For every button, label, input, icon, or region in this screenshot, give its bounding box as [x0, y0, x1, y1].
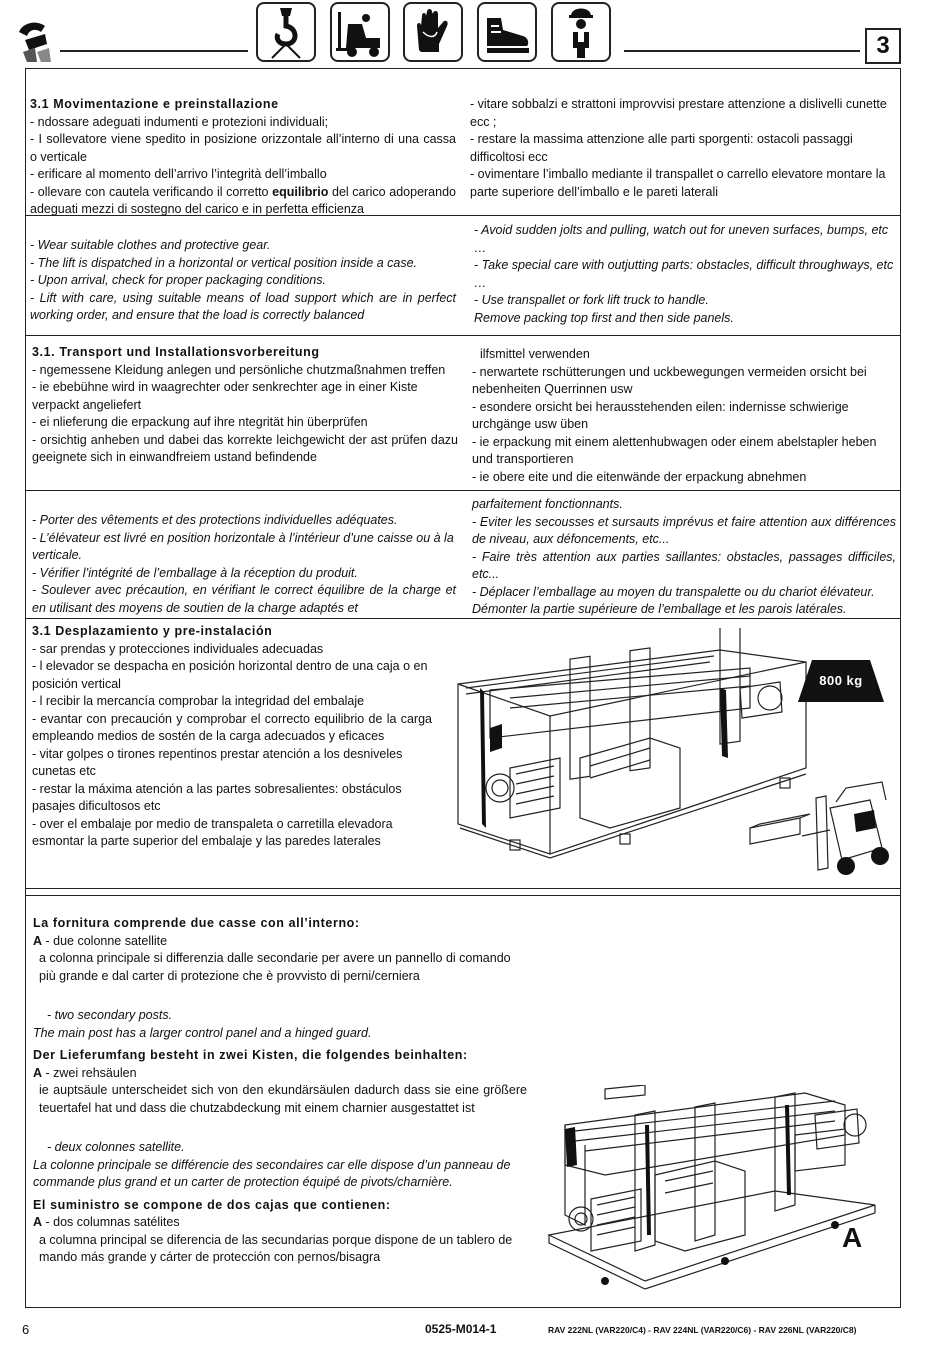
spacer [33, 985, 527, 1007]
divider [25, 895, 901, 896]
section-fr-left [32, 512, 456, 617]
section-en-right [474, 222, 898, 327]
supply-fr-text: La colonne principale se différencie des secondaires car elle dispose d’un panneau de commande plus grand et un carter de protection équipé de pivots/charnière. [33, 1157, 511, 1189]
text-line: - orsichtig anheben und dabei das korrekte leichgewicht der ast prüfen dazu geeignete sich in einwandfreiem ustand befindende [32, 432, 458, 464]
text-line: - l elevador se despacha en posición horizontal dentro de una caja o en posición vertical [32, 659, 428, 691]
section-es-left [32, 623, 432, 851]
text-line: - nerwartete rschütterungen und uckbewegungen vermeiden orsicht bei nebenheiten Querrinnen usw [472, 364, 867, 396]
text-line: - ie erpackung mit einem alettenhubwagen oder einem abelstapler heben und transportieren [472, 434, 877, 466]
section-title: 3.1 Movimentazione e preinstallazione [30, 97, 279, 111]
document-code: 0525-M014-1 [425, 1322, 497, 1336]
text-line: - erificare al momento dell’arrivo l’integrità dell’imballo [30, 167, 327, 181]
text-line: - Soulever avec précaution, en vérifiant le correct équilibre de la charge et en utilisant des moyens de soutien de la charge adaptés et [32, 583, 456, 615]
supply-en-a: - two secondary posts. [47, 1008, 173, 1022]
divider [25, 490, 901, 491]
text-line: - Faire très attention aux parties saillantes: obstacles, passages difficiles, etc... [472, 549, 896, 581]
supply-de-a: A - zwei rehsäulen [33, 1065, 137, 1080]
text-line: - ie ebebühne wird in waagrechter oder senkrechter age in einer Kiste verpackt angeliefert [32, 380, 418, 412]
chapter-badge: 3 [865, 28, 901, 64]
text-line: - esondere orsicht bei herausstehenden eilen: indernisse schwierige urchgänge usw üben [472, 399, 849, 431]
text-line: - ngemessene Kleidung anlegen und persönliche chutzmaßnahmen treffen [32, 362, 446, 377]
text-line: - Avoid sudden jolts and pulling, watch out for uneven surfaces, bumps, etc … [474, 223, 889, 255]
text-line: - sar prendas y protecciones individuales adecuadas [32, 641, 324, 656]
text-line: - vitar golpes o tirones repentinos prestar atención a los desniveles cunetas etc [32, 746, 403, 778]
section-title: 3.1 Desplazamiento y pre-instalación [32, 624, 273, 638]
supply-it-title: La fornitura comprende due casse con all’interno: [33, 916, 360, 930]
forklift-icon [330, 2, 390, 62]
safety-shoe-icon [477, 2, 537, 62]
text-line: - ie obere eite und die eitenwände der erpackung abnehmen [472, 469, 807, 484]
open-crate-illustration [545, 1085, 895, 1295]
text-line: - vitare sobbalzi e strattoni improvvisi prestare attenzione a dislivelli cunette ecc ; [470, 97, 887, 129]
text-line: - Upon arrival, check for proper packaging conditions. [30, 273, 326, 287]
spacer [33, 1117, 527, 1139]
section-de-right [472, 346, 900, 486]
section-de-left [32, 344, 458, 467]
weight-badge [798, 660, 884, 702]
text-line: - evantar con precaución y comprobar el correcto equilibrio de la carga empleando medios de sostén de la carga adecuados y eficaces [32, 711, 432, 743]
section-it-left [30, 96, 456, 219]
text-line: - Déplacer l’emballage au moyen du transpalette ou du chariot élévateur. [472, 584, 875, 599]
crane-hook-icon [256, 2, 316, 62]
text-line: - Eviter les secousses et sursauts imprévus et faire attention aux différences de niveau, aux défoncements, etc... [472, 514, 896, 546]
text-line: - over el embalaje por medio de transpaleta o carretilla elevadora esmontar la parte superior del embalaje y las paredes laterales [32, 816, 393, 848]
text-line: - ollevare con cautela verificando il corretto equilibrio del carico adoperando adeguati mezzi di sostegno del carico e in perfetta efficienza [30, 184, 456, 216]
text-line: - Wear suitable clothes and protective gear. [30, 238, 271, 252]
supply-it-a: A - due colonne satellite [33, 933, 168, 948]
text-line: - L’élévateur est livré en position horizontale à l’intérieur d’une caisse ou à la verticale. [32, 530, 454, 562]
text-line: Remove packing top first and then side panels. [474, 310, 734, 325]
text-line: - ovimentare l’imballo mediante il transpallet o carrello elevatore montare la parte superiore dell’imballo e le pareti laterali [470, 167, 886, 199]
model-list: RAV 222NL (VAR220/C4) - RAV 224NL (VAR220/C6) - RAV 226NL (VAR220/C8) [548, 1325, 857, 1335]
text-line: - I sollevatore viene spedito in posizione orizzontale all’interno di una cassa o verticale [30, 132, 456, 164]
text-line: - restare la massima attenzione alle parti sporgenti: ostacoli passaggi difficoltosi ecc [470, 132, 853, 164]
worker-helmet-icon [551, 2, 611, 62]
divider [25, 888, 901, 889]
text-line: - l recibir la mercancía comprobar la integridad del embalaje [32, 694, 365, 708]
supply-section [33, 915, 527, 1267]
text-line: ilfsmittel verwenden [480, 347, 590, 361]
text-line: - Vérifier l’intégrité de l’emballage à la réception du produit. [32, 565, 358, 580]
text-line: - ei nlieferung die erpackung auf ihre ntegrität hin überprüfen [32, 415, 368, 429]
section-en-left [30, 237, 456, 325]
supply-fr-a: - deux colonnes satellite. [47, 1140, 185, 1154]
page-number: 6 [22, 1322, 30, 1337]
figure-label: A [842, 1222, 863, 1253]
text-line: - The lift is dispatched in a horizontal or vertical position inside a case. [30, 255, 417, 270]
protective-gloves-icon [403, 2, 463, 62]
section-fr-right [472, 496, 896, 619]
text-line: - Take special care with outjutting parts: obstacles, difficult throughways, etc … [474, 258, 894, 290]
supply-en-text: The main post has a larger control panel and a hinged guard. [33, 1025, 372, 1040]
supply-de-title: Der Lieferumfang besteht in zwei Kisten, die folgendes beinhalten: [33, 1048, 468, 1062]
text-line: Démonter la partie supérieure de l’emballage et les parois latérales. [472, 602, 847, 616]
supply-es-a: A - dos columnas satélites [33, 1215, 180, 1229]
text-line: - Lift with care, using suitable means of load support which are in perfect working order, and ensure that the load is correctly balanced [30, 290, 456, 322]
divider [25, 335, 901, 336]
text-line: - restar la máxima atención a las partes sobresalientes: obstáculos pasajes dificultosos etc [32, 781, 402, 813]
manufacturer-logo-icon [15, 18, 57, 64]
weight-label: 800 kg [819, 673, 863, 688]
text-line: - Use transpallet or fork lift truck to handle. [474, 293, 709, 307]
section-it-right [470, 96, 896, 201]
text-line: - Porter des vêtements et des protections individuelles adéquates. [32, 513, 398, 527]
text-line: parfaitement fonctionnants. [472, 497, 623, 511]
text-line: - ndossare adeguati indumenti e protezioni individuali; [30, 114, 329, 129]
supply-es-text: a columna principal se diferencia de las secundarias porque dispone de un tablero de mando más grande y cárter de protección con pernos/bisagra [39, 1232, 513, 1264]
supply-de-text: ie auptsäule unterscheidet sich von den ekundärsäulen dadurch dass sie eine größere teuertafel hat und dass die chutzabdeckung mit einem charnier ausgestattet ist [39, 1083, 527, 1115]
supply-it-text: a colonna principale si differenzia dalle secondarie per avere un pannello di comando più grande e dal carter di protezione che è provvisto di perni/cerniera [39, 951, 511, 983]
supply-es-title: El suministro se compone de dos cajas que contienen: [33, 1197, 391, 1212]
section-title: 3.1. Transport und Installationsvorbereitung [32, 345, 320, 359]
